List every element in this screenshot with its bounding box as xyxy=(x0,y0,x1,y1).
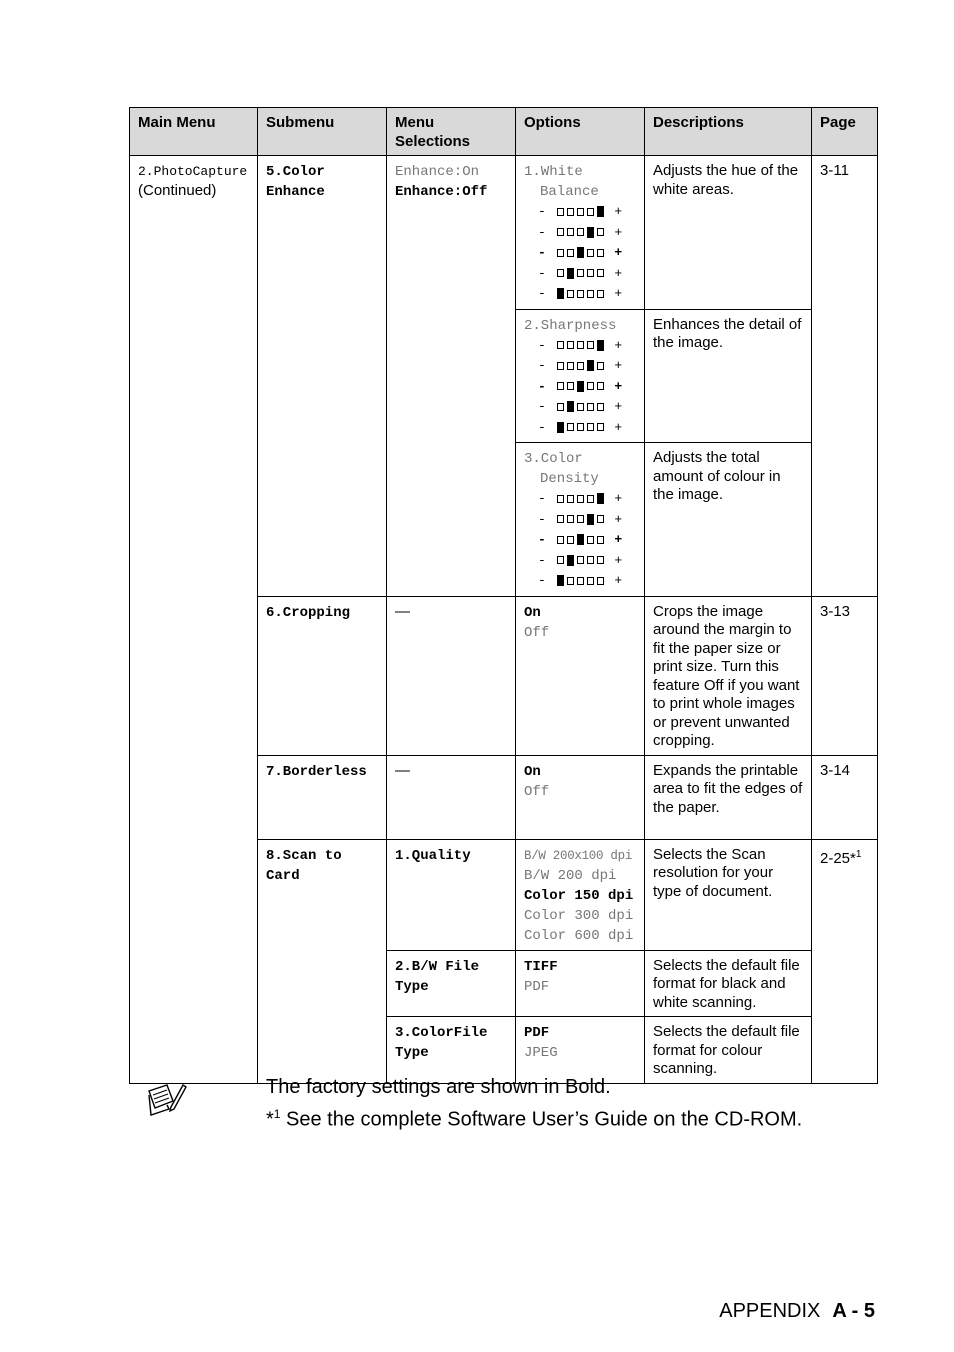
level-marker-filled xyxy=(587,514,594,525)
level-marker-empty xyxy=(587,269,594,277)
minus-sign: - xyxy=(538,399,556,414)
level-marker-empty xyxy=(577,269,584,277)
description-cropping: Crops the image around the margin to fit the paper size or print size. Turn this feature Off if you want to print whole images or prevent unwanted cropping. xyxy=(645,596,812,755)
level-marker-filled xyxy=(587,227,594,238)
level-marker-empty xyxy=(567,423,574,431)
description-color-density: Adjusts the total amount of colour in the image. xyxy=(645,443,812,597)
footer-page-number: A - 5 xyxy=(832,1300,875,1322)
options-cropping: On Off xyxy=(516,596,645,755)
minus-sign: - xyxy=(538,204,556,219)
plus-sign: + xyxy=(605,204,624,219)
level-marker-empty xyxy=(577,290,584,298)
level-slider-line xyxy=(524,510,636,531)
minus-sign: - xyxy=(538,552,556,568)
level-marker-empty xyxy=(567,515,574,523)
level-marker-empty xyxy=(577,556,584,564)
level-marker-empty xyxy=(597,556,604,564)
note-line-2: *$^1$ See the complete Software User’s Guide on the CD-ROM. xyxy=(266,1107,803,1131)
level-marker-empty xyxy=(587,536,594,544)
level-marker-empty xyxy=(577,403,584,411)
level-marker-empty xyxy=(557,515,564,523)
level-marker-empty xyxy=(597,269,604,277)
options-bw-file-type: TIFF PDF xyxy=(516,950,645,1017)
table-row xyxy=(130,156,878,310)
minus-sign: - xyxy=(538,378,556,394)
level-marker-empty xyxy=(577,423,584,431)
level-marker-empty xyxy=(577,362,584,370)
level-marker-filled xyxy=(587,360,594,371)
level-slider-line xyxy=(524,551,636,572)
level-marker-empty xyxy=(577,228,584,236)
page-footer xyxy=(719,1300,875,1323)
level-marker-empty xyxy=(597,362,604,370)
page-color-enhance: 3-11 xyxy=(812,156,878,597)
level-marker-filled xyxy=(577,381,584,392)
level-marker-empty xyxy=(577,577,584,585)
level-marker-empty xyxy=(557,556,564,564)
level-marker-empty xyxy=(587,495,594,503)
level-marker-empty xyxy=(557,403,564,411)
options-quality: B/W 200x100 dpi B/W 200 dpi Color 150 dpi Color 300 dpi Color 600 dpi xyxy=(516,839,645,950)
level-marker-empty xyxy=(597,382,604,390)
level-marker-empty xyxy=(567,577,574,585)
minus-sign: - xyxy=(538,224,556,240)
level-marker-empty xyxy=(597,515,604,523)
level-marker-filled xyxy=(567,555,574,566)
level-marker-empty xyxy=(587,423,594,431)
level-marker-filled xyxy=(557,422,564,433)
level-marker-empty xyxy=(567,495,574,503)
level-slider-line xyxy=(524,418,636,439)
description-sharpness: Enhances the detail of the image. xyxy=(645,309,812,443)
level-marker-empty xyxy=(587,556,594,564)
header-menu-selections: Menu Selections xyxy=(387,108,516,156)
level-marker-empty xyxy=(557,249,564,257)
level-marker-empty xyxy=(577,208,584,216)
menu-table xyxy=(129,107,878,1084)
submenu-borderless: 7.Borderless xyxy=(258,755,387,839)
level-marker-empty xyxy=(567,382,574,390)
minus-sign: - xyxy=(538,358,556,373)
level-marker-empty xyxy=(567,228,574,236)
level-slider-line xyxy=(524,377,636,398)
main-menu-code: 2.PhotoCapture xyxy=(138,164,248,179)
minus-sign: - xyxy=(538,419,556,435)
header-submenu: Submenu xyxy=(258,108,387,156)
level-marker-empty xyxy=(567,249,574,257)
level-marker-empty xyxy=(587,341,594,349)
level-marker-filled xyxy=(597,206,604,217)
level-marker-empty xyxy=(577,515,584,523)
level-slider-line xyxy=(524,264,636,285)
minus-sign: - xyxy=(538,245,556,260)
level-marker-filled xyxy=(597,493,604,504)
description-color-file-type: Selects the default file format for colour scanning. xyxy=(645,1017,812,1084)
color-density-level-slider xyxy=(524,489,636,592)
main-menu-note: (Continued) xyxy=(138,182,217,199)
page-scan-to-card: 2-25*$^1$ xyxy=(812,839,878,1083)
plus-sign: + xyxy=(605,224,624,240)
level-marker-empty xyxy=(557,382,564,390)
level-marker-empty xyxy=(597,403,604,411)
level-slider-line xyxy=(524,571,636,592)
level-slider-line xyxy=(524,284,636,305)
level-marker-empty xyxy=(587,249,594,257)
level-slider-line xyxy=(524,356,636,377)
level-marker-empty xyxy=(597,536,604,544)
level-marker-empty xyxy=(557,341,564,349)
minus-sign: - xyxy=(538,491,556,506)
level-marker-empty xyxy=(557,536,564,544)
level-marker-filled xyxy=(567,401,574,412)
submenu-scan-to-card: 8.Scan to Card xyxy=(258,839,387,1083)
level-marker-empty xyxy=(567,362,574,370)
pencil-note-icon xyxy=(145,1081,187,1119)
header-page: Page xyxy=(812,108,878,156)
description-white-balance: Adjusts the hue of the white areas. xyxy=(645,156,812,310)
level-marker-filled xyxy=(577,247,584,258)
minus-sign: - xyxy=(538,532,556,547)
level-marker-empty xyxy=(587,382,594,390)
level-marker-filled xyxy=(557,575,564,586)
description-bw-file-type: Selects the default file format for black and white scanning. xyxy=(645,950,812,1017)
option-sharpness: 2.Sharpness - + - + - + - + - + xyxy=(516,309,645,443)
selections-color-enhance: Enhance:On Enhance:Off xyxy=(387,156,516,597)
level-marker-empty xyxy=(557,362,564,370)
option-white-balance: 1.White Balance - + - + - + - + - + xyxy=(516,156,645,310)
plus-sign: + xyxy=(605,286,624,301)
page-borderless: 3-14 xyxy=(812,755,878,839)
level-marker-empty xyxy=(577,341,584,349)
header-row xyxy=(130,108,878,156)
level-slider-line xyxy=(524,530,636,551)
plus-sign: + xyxy=(605,265,624,281)
selection-borderless: — xyxy=(387,755,516,839)
footer-section: APPENDIX xyxy=(719,1300,821,1322)
plus-sign: + xyxy=(605,399,624,414)
submenu-cropping: 6.Cropping xyxy=(258,596,387,755)
level-marker-empty xyxy=(557,269,564,277)
sharpness-level-slider xyxy=(524,336,636,439)
level-marker-empty xyxy=(597,290,604,298)
plus-sign: + xyxy=(605,491,624,506)
note-line-1: The factory settings are shown in Bold. xyxy=(266,1076,611,1098)
level-marker-filled xyxy=(597,340,604,351)
selection-quality: 1.Quality xyxy=(387,839,516,950)
minus-sign: - xyxy=(538,337,556,353)
selection-cropping: — xyxy=(387,596,516,755)
description-quality: Selects the Scan resolution for your type of document. xyxy=(645,839,812,950)
page-cropping: 3-13 xyxy=(812,596,878,755)
level-slider-line xyxy=(524,336,636,357)
minus-sign: - xyxy=(538,286,556,301)
level-marker-empty xyxy=(557,228,564,236)
factory-settings-note xyxy=(266,1074,802,1134)
plus-sign: + xyxy=(605,552,624,568)
level-marker-empty xyxy=(557,208,564,216)
level-slider-line xyxy=(524,243,636,264)
level-marker-empty xyxy=(567,290,574,298)
option-color-density: 3.Color Density - + - + - + - + - + xyxy=(516,443,645,597)
level-marker-empty xyxy=(567,208,574,216)
minus-sign: - xyxy=(538,511,556,527)
plus-sign: + xyxy=(605,378,624,394)
selection-bw-file-type: 2.B/W File Type xyxy=(387,950,516,1017)
options-borderless: On Off xyxy=(516,755,645,839)
level-marker-filled xyxy=(567,268,574,279)
level-marker-empty xyxy=(587,208,594,216)
header-main-menu: Main Menu xyxy=(130,108,258,156)
plus-sign: + xyxy=(605,358,624,373)
level-marker-filled xyxy=(557,288,564,299)
level-slider-line xyxy=(524,397,636,418)
plus-sign: + xyxy=(605,573,624,588)
plus-sign: + xyxy=(605,419,624,435)
white-balance-level-slider xyxy=(524,202,636,305)
minus-sign: - xyxy=(538,573,556,588)
level-marker-filled xyxy=(577,534,584,545)
level-marker-empty xyxy=(597,577,604,585)
plus-sign: + xyxy=(605,245,624,260)
level-marker-empty xyxy=(587,290,594,298)
level-marker-empty xyxy=(597,249,604,257)
plus-sign: + xyxy=(605,532,624,547)
level-marker-empty xyxy=(577,495,584,503)
level-slider-line xyxy=(524,202,636,223)
level-marker-empty xyxy=(557,495,564,503)
plus-sign: + xyxy=(605,337,624,353)
main-menu-cell xyxy=(130,156,258,1084)
level-marker-empty xyxy=(567,341,574,349)
level-marker-empty xyxy=(597,228,604,236)
plus-sign: + xyxy=(605,511,624,527)
submenu-color-enhance: 5.Color Enhance xyxy=(258,156,387,597)
header-descriptions: Descriptions xyxy=(645,108,812,156)
selection-color-file-type: 3.ColorFile Type xyxy=(387,1017,516,1084)
level-marker-empty xyxy=(587,577,594,585)
header-options: Options xyxy=(516,108,645,156)
level-marker-empty xyxy=(597,423,604,431)
level-marker-empty xyxy=(587,403,594,411)
level-marker-empty xyxy=(567,536,574,544)
minus-sign: - xyxy=(538,265,556,281)
description-borderless: Expands the printable area to fit the edges of the paper. xyxy=(645,755,812,839)
options-color-file-type: PDF JPEG xyxy=(516,1017,645,1084)
level-slider-line xyxy=(524,489,636,510)
level-slider-line xyxy=(524,223,636,244)
